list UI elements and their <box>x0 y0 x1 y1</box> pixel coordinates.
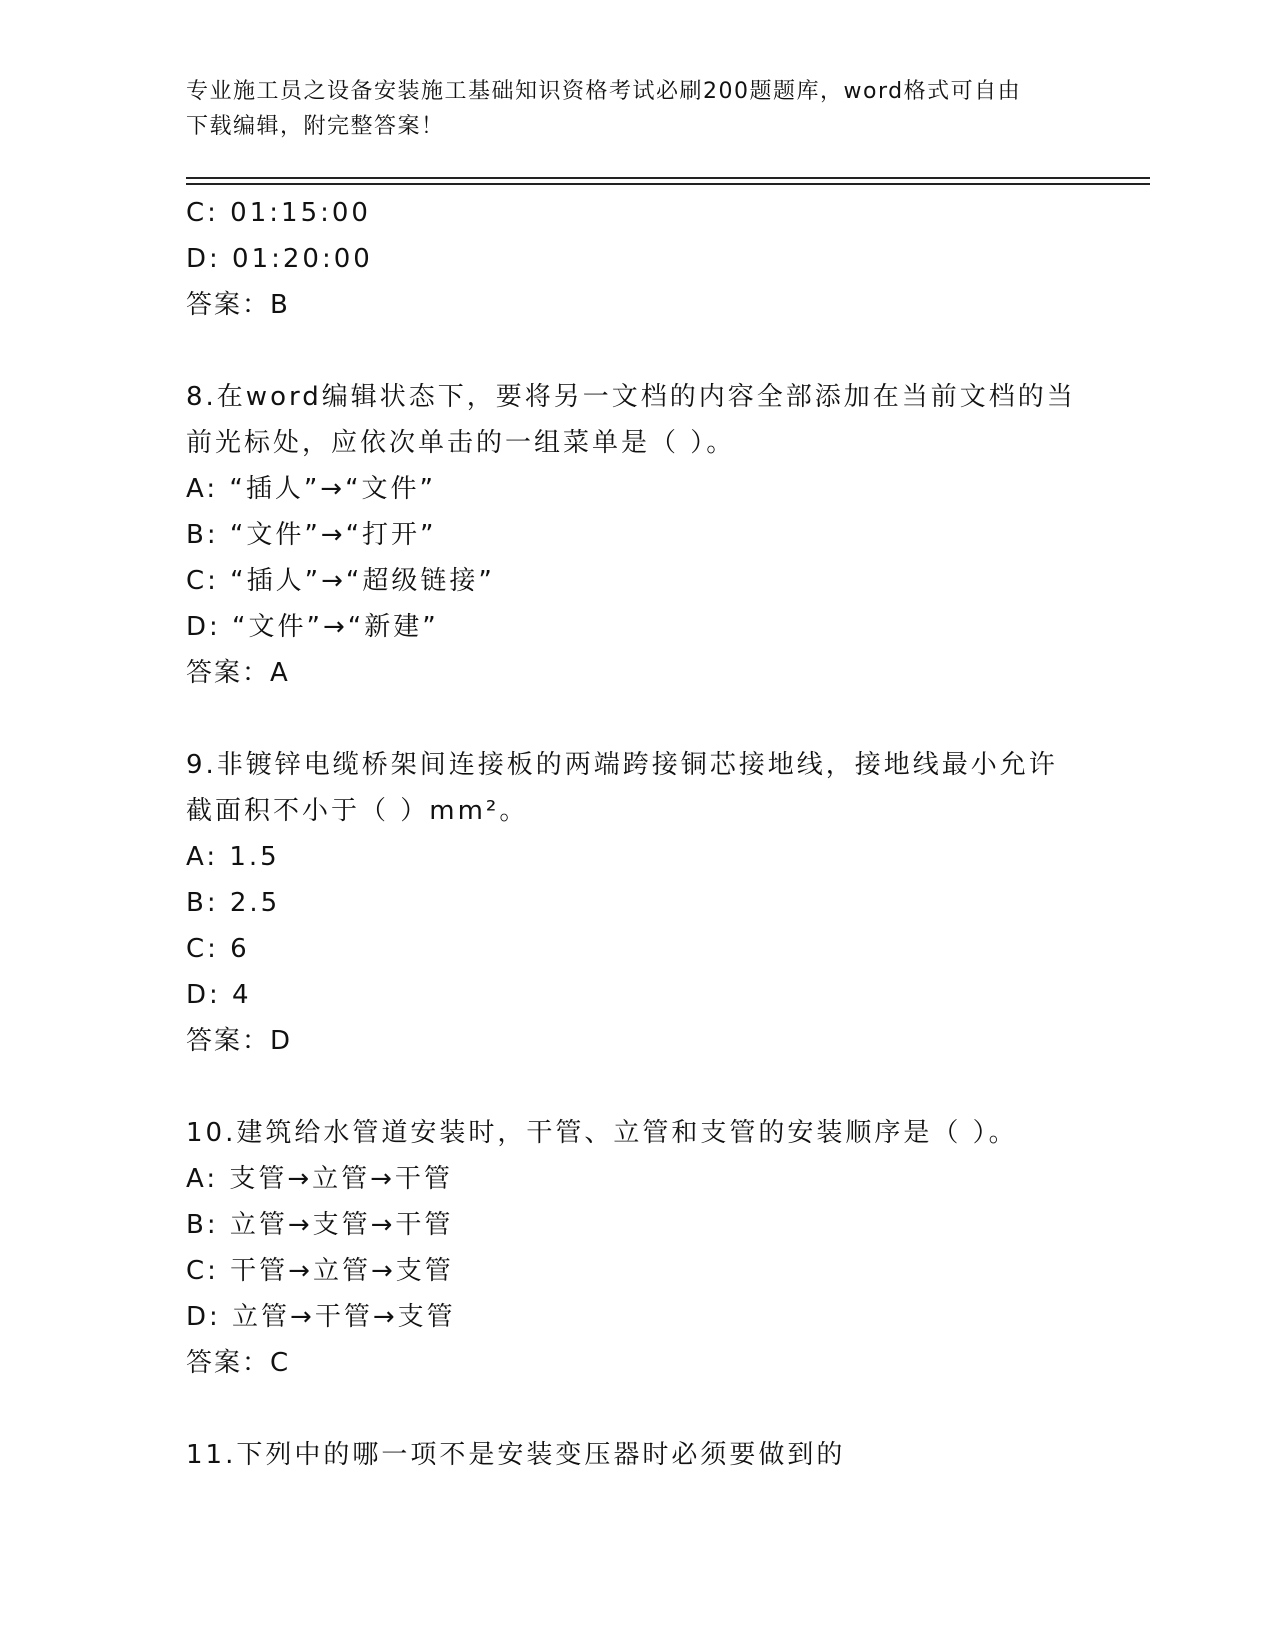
header-rule-bottom <box>186 183 1150 185</box>
option-d: D: “文件”→“新建” <box>186 612 439 642</box>
spacer <box>186 1386 1150 1432</box>
answer: 答案：C <box>186 1348 291 1378</box>
question-stem: 11.下列中的哪一项不是安装变压器时必须要做到的 <box>186 1440 846 1470</box>
question-stem: 10.建筑给水管道安装时，干管、立管和支管的安装顺序是（ ）。 <box>186 1118 1018 1148</box>
document-header <box>186 74 1086 144</box>
spacer <box>186 696 1150 742</box>
spacer <box>186 1064 1150 1110</box>
answer: 答案：D <box>186 1026 293 1056</box>
option-a: A: 1.5 <box>186 842 280 872</box>
question-8 <box>186 374 1150 696</box>
answer: 答案：A <box>186 658 290 688</box>
question-stem: 截面积不小于（ ）mm²。 <box>186 796 529 826</box>
question-stem: 9.非镀锌电缆桥架间连接板的两端跨接铜芯接地线，接地线最小允许 <box>186 750 1058 780</box>
header-line-1: 专业施工员之设备安装施工基础知识资格考试必刷200题题库，word格式可自由 <box>186 79 1022 104</box>
question-stem: 8.在word编辑状态下，要将另一文档的内容全部添加在当前文档的当 <box>186 382 1076 412</box>
question-11 <box>186 1432 1150 1478</box>
question-10 <box>186 1110 1150 1386</box>
header-rule-top <box>186 177 1150 179</box>
option-c: C: 01:15:00 <box>186 198 371 228</box>
option-b: B: 立管→支管→干管 <box>186 1210 454 1240</box>
question-stem: 前光标处，应依次单击的一组菜单是（ ）。 <box>186 428 736 458</box>
option-d: D: 4 <box>186 980 252 1010</box>
option-d: D: 立管→干管→支管 <box>186 1302 456 1332</box>
question-9 <box>186 742 1150 1064</box>
option-c: C: 干管→立管→支管 <box>186 1256 454 1286</box>
spacer <box>186 328 1150 374</box>
option-b: B: 2.5 <box>186 888 281 918</box>
option-d: D: 01:20:00 <box>186 244 373 274</box>
option-a: A: “插人”→“文件” <box>186 474 437 504</box>
option-c: C: “插人”→“超级链接” <box>186 566 495 596</box>
question-7 <box>186 190 1150 328</box>
option-a: A: 支管→立管→干管 <box>186 1164 453 1194</box>
option-c: C: 6 <box>186 934 250 964</box>
answer: 答案：B <box>186 290 290 320</box>
question-list <box>186 190 1150 1478</box>
header-line-2: 下载编辑，附完整答案！ <box>186 114 445 139</box>
option-b: B: “文件”→“打开” <box>186 520 437 550</box>
